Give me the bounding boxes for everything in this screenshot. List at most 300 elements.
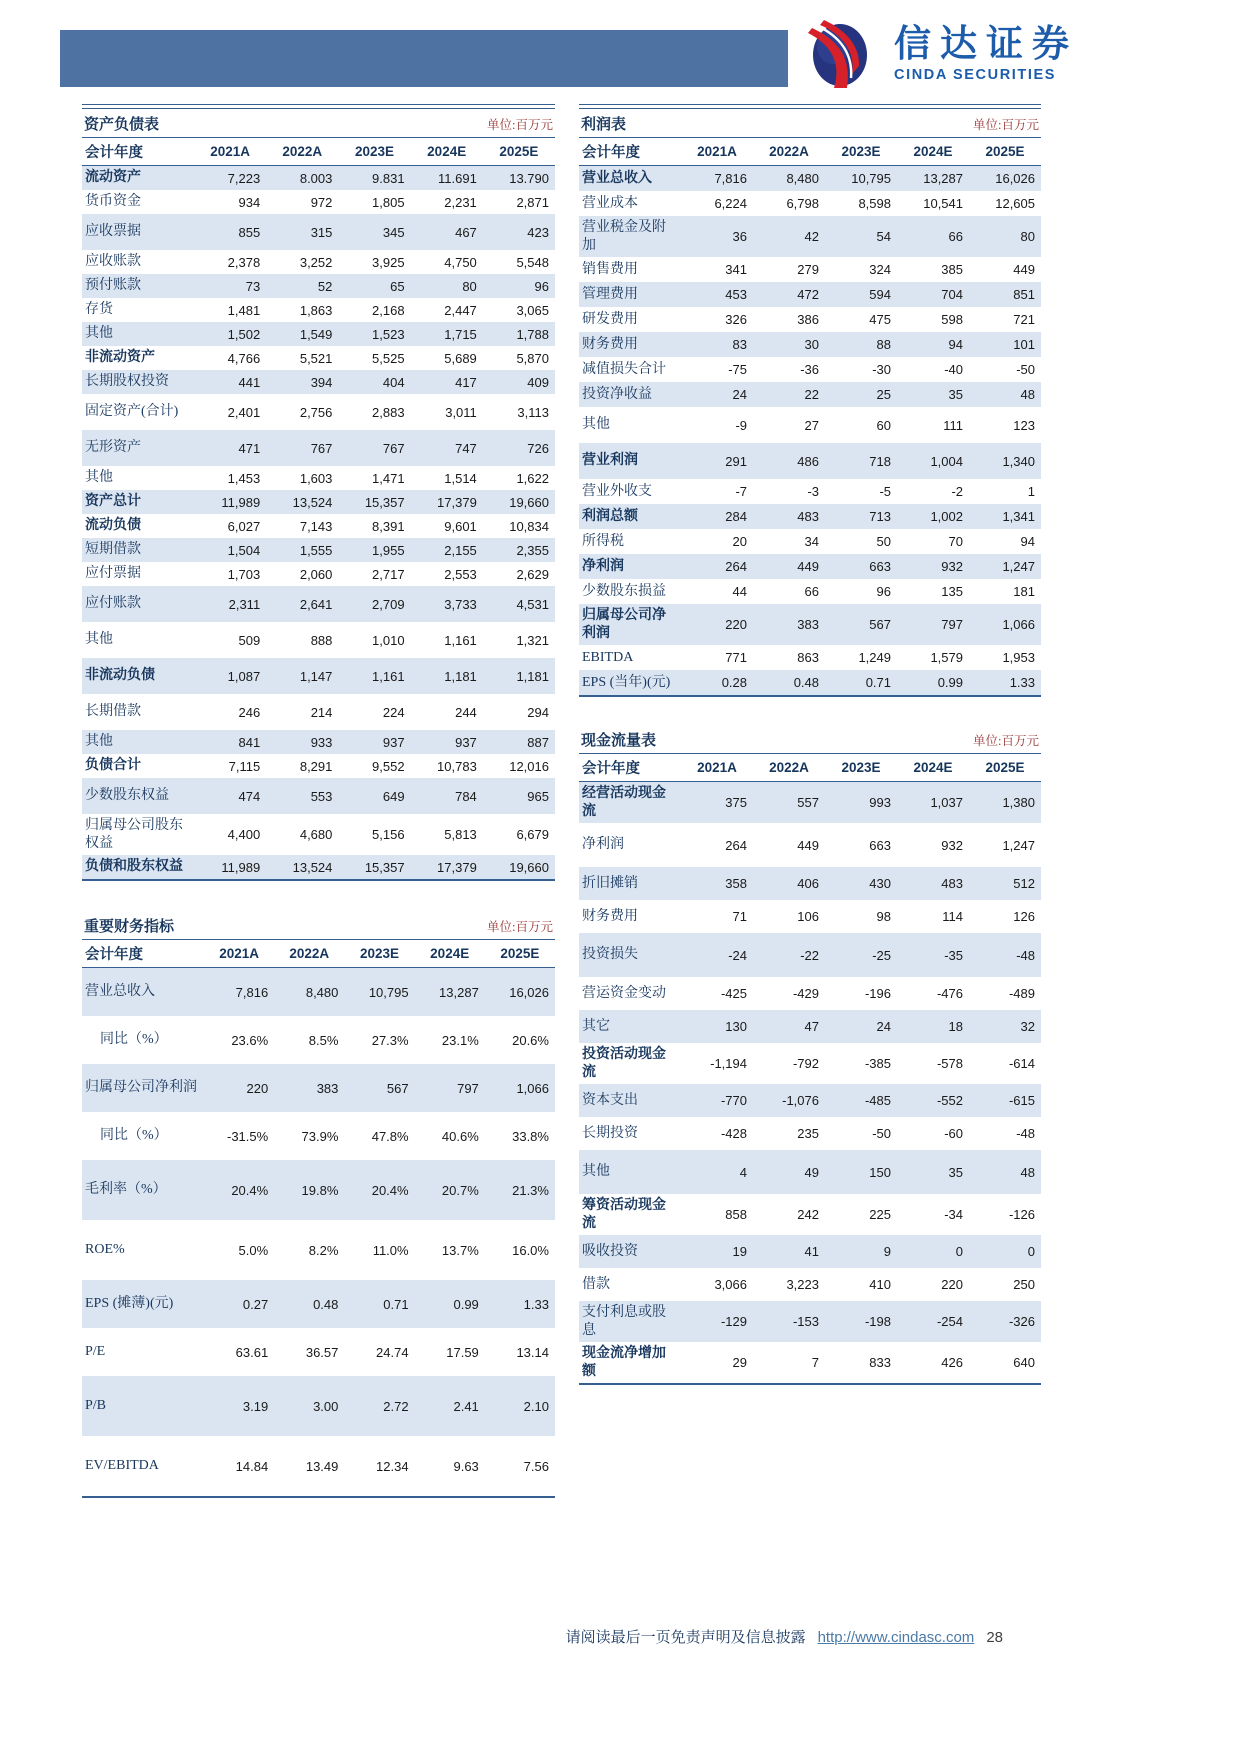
row-label: 其他 — [85, 632, 113, 648]
logo-title: 信达证券 — [894, 23, 1078, 65]
row-label: 支付利息或股息 — [582, 1305, 666, 1338]
cell-value: -429 — [792, 986, 819, 1001]
cell-value: 135 — [941, 584, 963, 599]
cell-value: 8,291 — [299, 758, 333, 774]
cell-value: 25 — [876, 387, 891, 402]
cell-value: 1,622 — [516, 470, 549, 486]
cell-value: 1,788 — [516, 326, 549, 342]
cell-value: 767 — [382, 440, 405, 456]
cell-value: 5,521 — [299, 350, 333, 366]
row-label: 营运资金变动 — [582, 985, 666, 1001]
cell-value: 94 — [948, 337, 963, 352]
row-label: 经营活动现金流 — [582, 786, 666, 819]
column-header: 2021A — [697, 760, 737, 775]
column-header: 2024E — [430, 946, 470, 961]
row-label: 应收票据 — [85, 224, 141, 240]
cell-value: 4,766 — [227, 350, 261, 366]
row-label: 营业税金及附加 — [582, 220, 666, 253]
cell-value: 12,016 — [509, 758, 549, 774]
column-header: 2022A — [769, 760, 809, 775]
column-header: 2024E — [913, 760, 953, 775]
cell-value: 13,524 — [292, 494, 333, 510]
cell-value: -31.5% — [226, 1128, 269, 1144]
cell-value: 324 — [869, 262, 891, 277]
cell-value: 1,863 — [299, 302, 333, 318]
row-label: 其他 — [85, 470, 113, 486]
row-label: 归属母公司净利润 — [582, 608, 666, 641]
cell-value: -60 — [944, 1126, 963, 1141]
cell-value: -5 — [879, 484, 891, 499]
table-row — [82, 1376, 555, 1436]
cell-value: -770 — [720, 1093, 747, 1108]
cell-value: 70 — [948, 534, 963, 549]
cell-value: 1,471 — [372, 470, 405, 486]
cinda-logo-icon — [800, 18, 878, 90]
table-row — [82, 274, 555, 298]
column-header: 2021A — [210, 144, 250, 159]
table-row — [579, 579, 1041, 604]
cell-value: 98 — [876, 909, 891, 924]
cell-value: 486 — [797, 453, 819, 469]
row-label: 资本支出 — [582, 1092, 638, 1108]
cell-value: 449 — [1013, 262, 1035, 277]
cell-value: 13.790 — [509, 170, 549, 186]
cell-value: 6,798 — [786, 196, 819, 211]
cell-value: 0.99 — [937, 675, 963, 690]
unit-label: 单位:百万元 — [973, 734, 1039, 749]
table-row — [82, 1112, 555, 1160]
cell-value: 1,004 — [930, 453, 963, 469]
row-label: 营业外收支 — [582, 483, 652, 499]
cell-value: -34 — [944, 1207, 963, 1222]
cell-value: 410 — [869, 1277, 891, 1292]
column-header: 2024E — [427, 144, 467, 159]
cell-value: 972 — [310, 194, 333, 210]
cell-value: 264 — [725, 559, 747, 574]
cell-value: 9 — [883, 1244, 891, 1259]
table-row — [82, 514, 555, 538]
cell-value: 7,816 — [235, 984, 269, 1000]
cell-value: 65 — [390, 278, 405, 294]
row-label: 管理费用 — [582, 286, 638, 302]
cell-value: 264 — [725, 837, 747, 853]
cell-value: 9,552 — [372, 758, 405, 774]
row-label: 存货 — [85, 302, 113, 318]
key-metrics-table — [82, 911, 555, 1498]
cell-value: 1,805 — [372, 194, 405, 210]
cell-value: 9,601 — [444, 518, 477, 534]
cell-value: 965 — [527, 788, 549, 804]
cell-value: 27.3% — [371, 1032, 409, 1048]
cell-value: 10,783 — [437, 758, 477, 774]
table-row — [579, 782, 1041, 823]
cell-value: 1,010 — [372, 632, 405, 648]
row-label: P/B — [85, 1398, 107, 1414]
row-label: 应收账款 — [85, 254, 141, 270]
cell-value: 9.831 — [372, 170, 405, 186]
cell-value: 3,925 — [372, 254, 405, 270]
cell-value: 20.7% — [441, 1182, 479, 1198]
cell-value: 8,480 — [786, 171, 819, 186]
cell-value: -50 — [1016, 362, 1035, 377]
cell-value: 718 — [869, 453, 891, 469]
table-row — [579, 1043, 1041, 1084]
cell-value: -48 — [1016, 947, 1035, 963]
table-row — [579, 307, 1041, 332]
cell-value: 3,223 — [786, 1277, 819, 1292]
table-row — [579, 1301, 1041, 1342]
table-row — [579, 357, 1041, 382]
cell-value: 3,733 — [444, 596, 477, 612]
table-row — [82, 250, 555, 274]
row-label: EV/EBITDA — [85, 1458, 159, 1474]
row-label: 营业成本 — [582, 195, 638, 211]
cell-value: 471 — [238, 440, 261, 456]
cell-value: 54 — [876, 229, 891, 244]
cell-value: 80 — [1020, 229, 1035, 244]
row-label: 其他 — [582, 1164, 610, 1180]
unit-label: 单位:百万元 — [487, 920, 553, 935]
cell-value: 841 — [238, 734, 261, 750]
table-row — [579, 604, 1041, 645]
column-header: 2025E — [985, 760, 1025, 775]
cell-value: 20.4% — [371, 1182, 409, 1198]
cell-value: -7 — [735, 484, 747, 499]
cell-value: 406 — [797, 876, 819, 891]
table-row — [82, 466, 555, 490]
row-label: EPS (当年)(元) — [582, 674, 671, 690]
cell-value: 1,955 — [372, 542, 405, 558]
cell-value: 8.5% — [308, 1032, 339, 1048]
cell-value: 11.0% — [372, 1242, 409, 1258]
cell-value: 767 — [310, 440, 333, 456]
cell-value: 3,065 — [516, 302, 549, 318]
row-label: 其它 — [582, 1018, 610, 1034]
table-row — [82, 1280, 555, 1328]
cell-value: 5,813 — [444, 827, 477, 842]
cell-value: 17.59 — [446, 1344, 479, 1360]
row-label: 减值损失合计 — [582, 361, 666, 377]
row-label: 归属母公司股东权益 — [85, 818, 183, 851]
cell-value: -30 — [872, 362, 891, 377]
cell-value: 36.57 — [305, 1344, 339, 1360]
cell-value: 704 — [941, 287, 963, 302]
table-title-row — [579, 725, 1041, 754]
table-row — [82, 322, 555, 346]
cell-value: 483 — [941, 876, 963, 891]
cell-value: 10,795 — [368, 984, 409, 1000]
cell-value: 73.9% — [301, 1128, 339, 1144]
table-row — [82, 166, 555, 190]
column-header: 会计年度 — [582, 145, 640, 161]
row-label: 营业利润 — [582, 453, 638, 469]
cell-value: 220 — [246, 1080, 269, 1096]
page-number: 28 — [986, 1629, 1003, 1646]
row-label: 吸收投资 — [582, 1243, 638, 1259]
cell-value: 250 — [1013, 1277, 1035, 1292]
table-row — [579, 166, 1041, 191]
table-row — [82, 855, 555, 879]
cell-value: -25 — [872, 947, 891, 963]
cell-value: 34 — [804, 534, 819, 549]
table-row — [82, 430, 555, 466]
table-row — [579, 1150, 1041, 1194]
table-row — [579, 191, 1041, 216]
cell-value: 5,548 — [516, 254, 549, 270]
cell-value: -485 — [864, 1093, 891, 1108]
cell-value: 12.34 — [376, 1458, 409, 1474]
cell-value: 858 — [725, 1207, 747, 1222]
row-label: 利润总额 — [582, 508, 638, 524]
cell-value: 7,115 — [228, 758, 261, 774]
cell-value: 0.28 — [721, 675, 747, 690]
table-row — [82, 562, 555, 586]
cell-value: 2,168 — [372, 302, 405, 318]
cell-value: 7.56 — [523, 1458, 549, 1474]
cell-value: 19 — [732, 1244, 747, 1259]
cell-value: -24 — [728, 947, 747, 963]
cell-value: 423 — [527, 224, 549, 240]
cell-value: 13,524 — [292, 859, 333, 875]
cell-value: 80 — [462, 278, 477, 294]
cell-value: 2,629 — [516, 566, 549, 582]
cell-value: 1.33 — [1009, 675, 1035, 690]
table-row — [579, 1194, 1041, 1235]
cell-value: 40.6% — [441, 1128, 479, 1144]
cell-value: 73 — [245, 278, 261, 294]
cell-value: 114 — [942, 909, 963, 924]
cell-value: 24 — [732, 387, 747, 402]
table-row — [82, 814, 555, 855]
cell-value: 0.27 — [242, 1296, 269, 1312]
cell-value: 713 — [869, 509, 891, 524]
table-row — [579, 443, 1041, 479]
cell-value: 9.63 — [453, 1458, 479, 1474]
cell-value: 279 — [797, 262, 819, 277]
cell-value: 1,181 — [444, 668, 477, 684]
cell-value: 649 — [382, 788, 405, 804]
cell-value: -22 — [800, 947, 819, 963]
cell-value: 797 — [457, 1080, 479, 1096]
cell-value: 20 — [732, 534, 747, 549]
cell-value: 27 — [804, 417, 819, 433]
row-label: 流动资产 — [85, 170, 141, 186]
cell-value: 284 — [725, 509, 747, 524]
cell-value: 8,391 — [372, 518, 405, 534]
cell-value: 1,341 — [1002, 509, 1035, 524]
income-statement-table — [579, 104, 1041, 697]
cell-value: 35 — [948, 1164, 963, 1180]
row-label: 非流动资产 — [85, 350, 155, 366]
cell-value: 13,287 — [923, 171, 963, 186]
table-title: 利润表 — [581, 117, 627, 133]
cell-value: 449 — [797, 837, 819, 853]
disclaimer-text: 请阅读最后一页免责声明及信息披露 — [565, 1630, 806, 1646]
cell-value: 0 — [1027, 1244, 1035, 1259]
cell-value: 181 — [1013, 584, 1035, 599]
cell-value: 474 — [238, 788, 261, 804]
column-header: 2022A — [282, 144, 323, 159]
column-header: 会计年度 — [85, 947, 143, 963]
cell-value: 426 — [941, 1355, 963, 1370]
cell-value: 13.49 — [305, 1458, 339, 1474]
cell-value: 4 — [739, 1164, 747, 1180]
column-header: 2022A — [289, 946, 330, 961]
row-label: 无形资产 — [85, 440, 141, 456]
cell-value: 0.99 — [453, 1296, 479, 1312]
cell-value: 2.10 — [523, 1398, 549, 1414]
cell-value: 553 — [310, 788, 333, 804]
cell-value: 71 — [732, 909, 747, 924]
row-label: 长期借款 — [85, 704, 141, 720]
cell-value: 1,087 — [227, 668, 261, 684]
cell-value: 8,598 — [858, 196, 891, 211]
cell-value: 4,531 — [516, 596, 549, 612]
cell-value: 483 — [797, 509, 819, 524]
unit-label: 单位:百万元 — [973, 118, 1039, 133]
table-row — [579, 867, 1041, 900]
table-row — [82, 586, 555, 622]
cell-value: 797 — [941, 617, 963, 632]
cell-value: -614 — [1008, 1056, 1035, 1071]
cell-value: 1,321 — [516, 632, 549, 648]
cell-value: 1,953 — [1002, 650, 1035, 665]
cell-value: 106 — [797, 909, 819, 924]
cell-value: 937 — [382, 734, 405, 750]
table-row — [82, 1220, 555, 1280]
cell-value: 96 — [876, 584, 891, 599]
cell-value: 8.003 — [299, 170, 333, 186]
cell-value: 2,756 — [299, 404, 333, 420]
row-label: 所得税 — [582, 533, 624, 549]
row-label: 财务费用 — [582, 336, 638, 352]
cell-value: 2,378 — [227, 254, 261, 270]
cindasc-link[interactable]: http://www.cindasc.com — [817, 1629, 975, 1646]
cell-value: 4,400 — [227, 827, 261, 842]
table-row — [579, 645, 1041, 670]
row-label: 财务费用 — [582, 908, 638, 924]
table-row — [579, 1084, 1041, 1117]
cell-value: 225 — [869, 1207, 891, 1222]
table-row — [579, 504, 1041, 529]
cell-value: 130 — [725, 1019, 747, 1034]
cell-value: 4,680 — [299, 827, 333, 842]
cell-value: 13.7% — [441, 1242, 479, 1258]
cell-value: 5.0% — [238, 1242, 269, 1258]
table-row — [82, 1328, 555, 1376]
cell-value: 1,523 — [372, 326, 405, 342]
table-row — [82, 214, 555, 250]
table-row — [82, 538, 555, 562]
cell-value: 345 — [382, 224, 405, 240]
cell-value: 220 — [725, 617, 747, 632]
cell-value: 721 — [1013, 312, 1035, 327]
row-label: 筹资活动现金流 — [582, 1198, 666, 1231]
column-header: 2021A — [219, 946, 259, 961]
cell-value: 42 — [804, 229, 819, 244]
cell-value: 3.19 — [242, 1398, 269, 1414]
cell-value: 2,709 — [372, 596, 405, 612]
cell-value: 726 — [527, 440, 549, 456]
table-row — [579, 823, 1041, 867]
cell-value: 13,287 — [439, 984, 479, 1000]
cell-value: 11,989 — [221, 494, 261, 510]
row-label: 长期投资 — [582, 1125, 638, 1141]
cell-value: 66 — [948, 229, 963, 244]
cell-value: 16,026 — [995, 171, 1035, 186]
table-title: 资产负债表 — [84, 117, 160, 133]
cell-value: -1,194 — [710, 1056, 747, 1071]
cell-value: 2,447 — [444, 302, 477, 318]
cell-value: 1,715 — [444, 326, 477, 342]
cell-value: -254 — [936, 1314, 963, 1329]
cell-value: 747 — [455, 440, 477, 456]
cell-value: 404 — [382, 374, 405, 390]
table-row — [82, 622, 555, 658]
row-label: 应付票据 — [85, 566, 141, 582]
cell-value: 94 — [1020, 534, 1035, 549]
row-label: 固定资产(合计) — [85, 404, 179, 420]
cell-value: 598 — [941, 312, 963, 327]
row-label: 其他 — [85, 734, 113, 750]
cell-value: 23.1% — [441, 1032, 479, 1048]
cell-value: -126 — [1008, 1207, 1035, 1222]
table-row — [579, 900, 1041, 933]
row-label: 其他 — [582, 417, 610, 433]
cell-value: 6,224 — [714, 196, 747, 211]
table-title-row — [82, 109, 555, 138]
table-row — [82, 346, 555, 370]
cell-value: 60 — [876, 417, 891, 433]
table-row — [82, 968, 555, 1016]
cell-value: 22 — [804, 387, 819, 402]
row-label: 流动负债 — [85, 518, 141, 534]
cell-value: 1,514 — [444, 470, 477, 486]
cell-value: 19,660 — [509, 859, 549, 875]
table-row — [579, 332, 1041, 357]
cell-value: 44 — [732, 584, 747, 599]
table-row — [82, 190, 555, 214]
cell-value: 7,223 — [227, 170, 261, 186]
cell-value: 1 — [1027, 484, 1035, 499]
row-label: 借款 — [582, 1276, 610, 1292]
cell-value: 833 — [869, 1355, 891, 1370]
cell-value: 4,750 — [444, 254, 477, 270]
row-label: P/E — [85, 1344, 106, 1360]
cell-value: 16,026 — [509, 984, 549, 1000]
cell-value: 855 — [238, 224, 261, 240]
table-title-row — [82, 911, 555, 940]
row-label: ROE% — [85, 1242, 125, 1258]
table-row — [579, 407, 1041, 443]
column-header: 2025E — [985, 144, 1025, 159]
cell-value: -48 — [1016, 1126, 1035, 1141]
cell-value: 123 — [1013, 417, 1035, 433]
page-footer — [0, 1626, 1003, 1647]
cell-value: 7,816 — [714, 171, 747, 186]
cell-value: -578 — [936, 1056, 963, 1071]
row-label: 营业总收入 — [85, 984, 155, 1000]
cell-value: 14.84 — [235, 1458, 269, 1474]
cell-value: 441 — [238, 374, 261, 390]
row-label: 其他 — [85, 326, 113, 342]
cell-value: 1,340 — [1002, 453, 1035, 469]
cell-value: 20.4% — [231, 1182, 269, 1198]
cell-value: 47 — [804, 1019, 819, 1034]
cell-value: -9 — [735, 417, 747, 433]
cell-value: 1,555 — [299, 542, 333, 558]
cell-value: 1,504 — [227, 542, 261, 558]
